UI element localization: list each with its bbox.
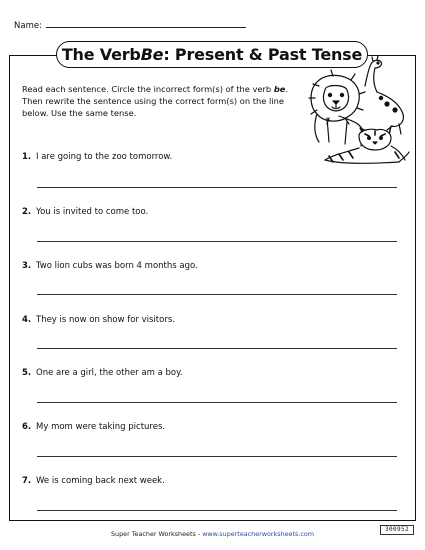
question-number: 1. bbox=[22, 152, 32, 162]
answer-line-1[interactable] bbox=[37, 187, 397, 188]
footer bbox=[0, 530, 425, 538]
instructions-part1: Read each sentence. Circle the incorrect form(s) of the verb bbox=[22, 84, 274, 94]
answer-line-4[interactable] bbox=[37, 348, 397, 349]
question-text: I are going to the zoo tomorrow. bbox=[36, 152, 173, 162]
name-label: Name: bbox=[14, 21, 42, 31]
question-1 bbox=[22, 152, 172, 162]
question-2 bbox=[22, 207, 148, 217]
question-number: 4. bbox=[22, 315, 32, 325]
question-number: 7. bbox=[22, 476, 32, 486]
name-line[interactable] bbox=[46, 19, 246, 28]
answer-line-2[interactable] bbox=[37, 241, 397, 242]
footer-url[interactable]: www.superteacherworksheets.com bbox=[202, 530, 315, 538]
footer-separator: - bbox=[195, 530, 203, 538]
title-italic: Be bbox=[140, 45, 164, 64]
question-text: My mom were taking pictures. bbox=[36, 422, 166, 432]
question-number: 6. bbox=[22, 422, 32, 432]
question-5 bbox=[22, 368, 183, 378]
question-7 bbox=[22, 476, 165, 486]
question-text: We is coming back next week. bbox=[36, 476, 165, 486]
question-3 bbox=[22, 261, 198, 271]
worksheet-code: 300952 bbox=[380, 525, 414, 535]
title-suffix: : Present & Past Tense bbox=[163, 45, 363, 64]
question-6 bbox=[22, 422, 165, 432]
footer-brand: Super Teacher Worksheets bbox=[110, 530, 196, 538]
answer-line-6[interactable] bbox=[37, 456, 397, 457]
question-4 bbox=[22, 315, 175, 325]
instructions-bold-word: be bbox=[273, 84, 286, 94]
question-number: 5. bbox=[22, 368, 32, 378]
answer-line-7[interactable] bbox=[37, 510, 397, 511]
title-prefix: The Verb bbox=[61, 45, 141, 64]
answer-line-3[interactable] bbox=[37, 294, 397, 295]
question-text: They is now on show for visitors. bbox=[36, 315, 175, 325]
question-number: 2. bbox=[22, 207, 32, 217]
question-number: 3. bbox=[22, 261, 32, 271]
zoo-animals-illustration-icon bbox=[299, 56, 411, 166]
instructions bbox=[22, 83, 294, 119]
name-row bbox=[14, 19, 246, 31]
question-text: Two lion cubs was born 4 months ago. bbox=[36, 261, 198, 271]
question-text: One are a girl, the other am a boy. bbox=[36, 368, 183, 378]
question-text: You is invited to come too. bbox=[36, 207, 149, 217]
instructions-part2: . Then rewrite the sentence using the correct form(s) on the line below. Use the same tense. bbox=[22, 84, 289, 118]
answer-line-5[interactable] bbox=[37, 402, 397, 403]
